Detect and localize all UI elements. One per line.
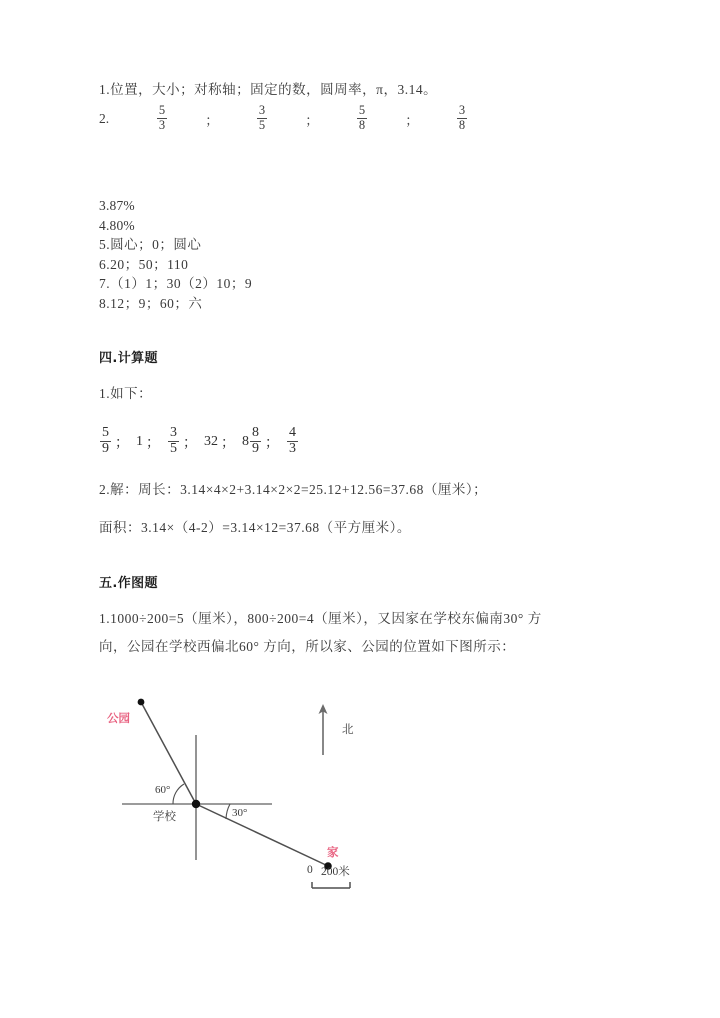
value-separator-2: ； [146,436,160,451]
value-mixed-8-8-9 [242,424,262,457]
fraction-numerator: 3 [170,424,177,440]
fraction-numerator: 8 [252,424,259,440]
fraction-denominator: 8 [358,117,366,132]
value-separator-3: ； [183,436,197,451]
fraction-numerator: 5 [358,103,366,118]
fraction-numerator: 4 [289,424,296,440]
answers-content [99,80,629,657]
spacer [99,138,629,196]
answer-item-5: 5.圆心；0；圆心 [99,237,202,252]
answer-item-2-separator-2: ； [305,113,319,128]
spacer [99,462,629,480]
mixed-whole-part: 8 [242,434,249,449]
value-thirtytwo: 32 [204,434,218,449]
fraction-denominator: 5 [258,117,266,132]
section-five-item-1-line-1: 1.1000÷200=5（厘米），800÷200=4（厘米），又因家在学校东偏南30° 方 [99,611,542,626]
point-school [192,800,200,808]
label-angle-30: 30° [232,807,248,819]
answer-item-2-fraction-3 [333,105,391,132]
spacer [99,591,629,609]
section-four-heading: 四.计算题 [99,351,158,366]
value-separator-5: ； [265,436,279,451]
label-north: 北 [342,724,354,736]
answer-item-6: 6.20；50；110 [99,256,189,272]
spacer [99,313,629,347]
label-scale-zero: 0 [307,864,313,876]
section-five-item-1-line-2: 向，公园在学校西偏北60° 方向，所以家、公园的位置如下图所示： [99,639,516,654]
label-school: 学校 [153,811,176,823]
fraction-denominator: 3 [158,117,166,132]
answer-item-2-fraction-1 [133,105,191,132]
answer-item-2-separator-1: ； [205,113,219,128]
answer-item-2-fraction-4 [433,105,491,132]
angle-arc-30 [226,804,230,819]
spacer [99,366,629,384]
answer-item-7: 7.（1）1；30（2）10；9 [99,276,253,291]
fraction-denominator: 5 [170,440,177,456]
value-fraction-3-5 [167,424,180,457]
answer-item-2-separator-3: ； [405,113,419,128]
answer-item-2-fraction-2 [233,105,291,132]
answer-item-3: 3.87% [99,198,135,213]
section-five-heading: 五.作图题 [99,576,158,591]
value-one: 1 [136,434,143,449]
answers-list [99,196,629,313]
section-four-item-2-line-1: 2.解：周长：3.14×4×2+3.14×2×2=25.12+12.56=37.68（厘米）； [99,482,488,497]
label-scale-value: 200米 [321,866,350,878]
angle-arc-60 [173,784,184,804]
fraction-numerator: 5 [102,424,109,440]
spacer [99,500,629,518]
spacer [99,538,629,572]
answer-item-8: 8.12；9；60；六 [99,295,203,311]
fraction-numerator: 5 [158,103,166,118]
fraction-denominator: 9 [252,440,259,456]
spacer [99,629,629,637]
answer-item-4: 4.80% [99,217,135,233]
value-separator-4: ； [221,436,235,451]
answer-item-2 [99,100,629,138]
ray-to-home [196,804,328,866]
diagram-svg [99,678,399,908]
spacer [99,404,629,422]
fraction-numerator: 3 [458,103,466,118]
fraction-numerator: 3 [258,103,266,118]
answer-item-1: 1.位置，大小；对称轴；固定的数，圆周率，π，3.14。 [99,82,438,97]
point-park [138,699,145,706]
fraction-denominator: 3 [289,440,296,456]
section-four-item-1-values [99,422,629,462]
answer-item-2-index: 2. [99,111,110,126]
value-separator-1: ； [115,436,129,451]
label-park: 公园 [107,713,130,725]
fraction-denominator: 8 [458,117,466,132]
section-four-item-1-label: 1.如下： [99,386,153,401]
label-angle-60: 60° [155,784,171,796]
direction-diagram [99,678,399,908]
value-fraction-5-9 [99,424,112,457]
section-four-item-2-line-2: 面积：3.14×（4-2）=3.14×12=37.68（平方厘米）。 [99,520,411,535]
label-home: 家 [327,847,339,859]
fraction-denominator: 9 [102,440,109,456]
value-fraction-4-3 [286,424,299,457]
